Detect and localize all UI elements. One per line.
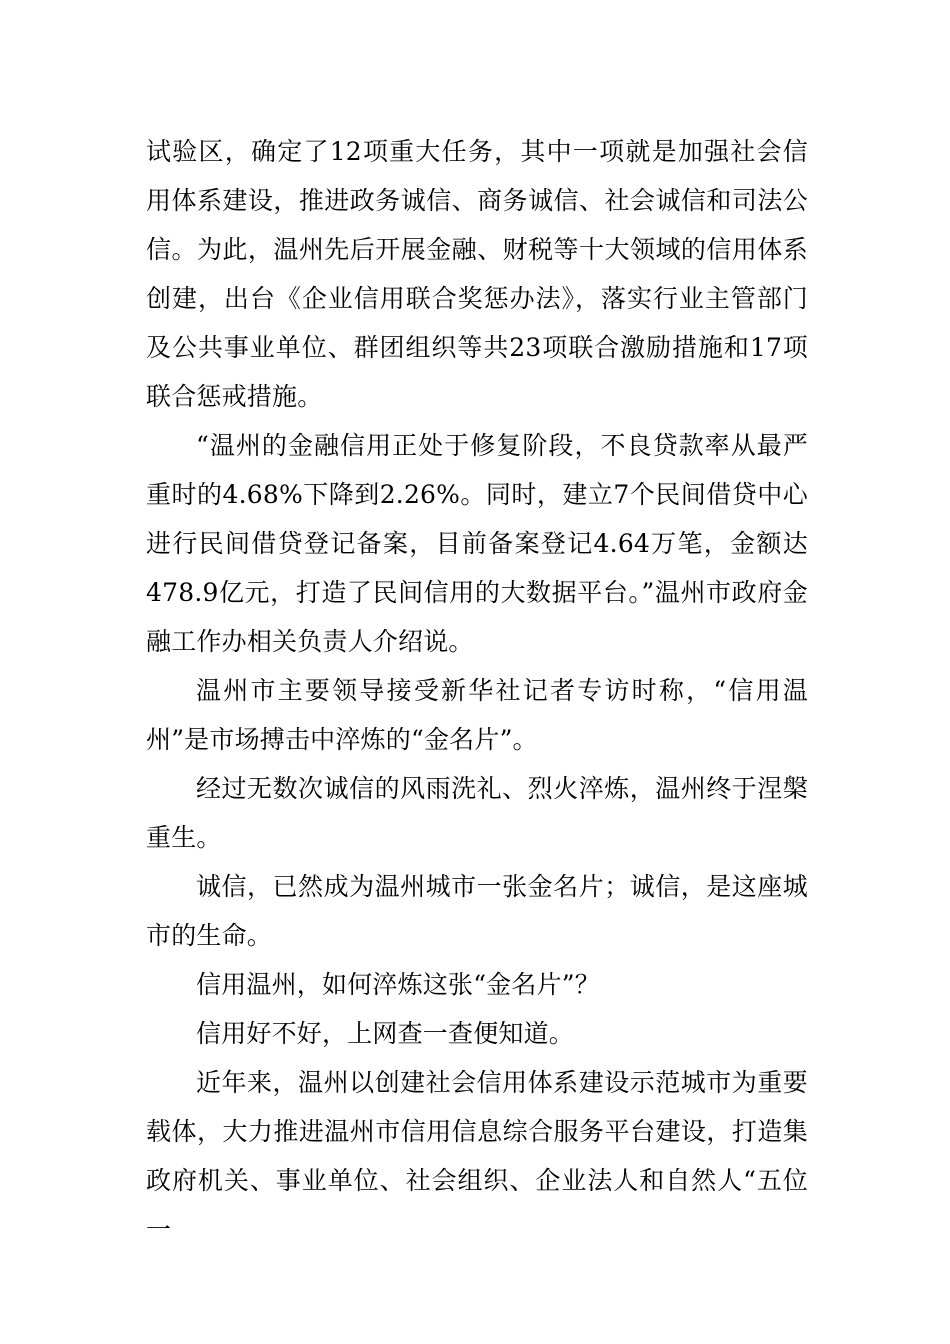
paragraph-2: “温州的金融信用正处于修复阶段，不良贷款率从最严重时的4.68%下降到2.26%。同时，建立7个民间借贷中心进行民间借贷登记备案，目前备案登记4.64万笔，金额达478.9亿元，打造了民间信用的大数据平台。”温州市政府金融工作办相关负责人介绍说。 (146, 431, 808, 656)
paragraph-3: 温州市主要领导接受新华社记者专访时称，“信用温州”是市场搏击中淬炼的“金名片”。 (146, 676, 808, 754)
article-body (146, 127, 808, 1254)
paragraph-6: 信用温州，如何淬炼这张“金名片”？ (196, 970, 600, 999)
paragraph-1: 试验区，确定了12项重大任务，其中一项就是加强社会信用体系建设，推进政务诚信、商务诚信、社会诚信和司法公信。为此，温州先后开展金融、财税等十大领域的信用体系创建，出台《企业信用联合奖惩办法》，落实行业主管部门及公共事业单位、群团组织等共23项联合激励措施和17项联合惩戒措施。 (146, 137, 808, 411)
paragraph-7: 信用好不好，上网查一查便知道。 (196, 1019, 575, 1048)
paragraph-8: 近年来，温州以创建社会信用体系建设示范城市为重要载体，大力推进温州市信用信息综合服务平台建设，打造集政府机关、事业单位、社会组织、企业法人和自然人“五位一 (146, 1068, 808, 1244)
paragraph-5: 诚信，已然成为温州城市一张金名片；诚信，是这座城市的生命。 (146, 872, 808, 950)
paragraph-4: 经过无数次诚信的风雨洗礼、烈火淬炼，温州终于涅槃重生。 (146, 774, 808, 852)
